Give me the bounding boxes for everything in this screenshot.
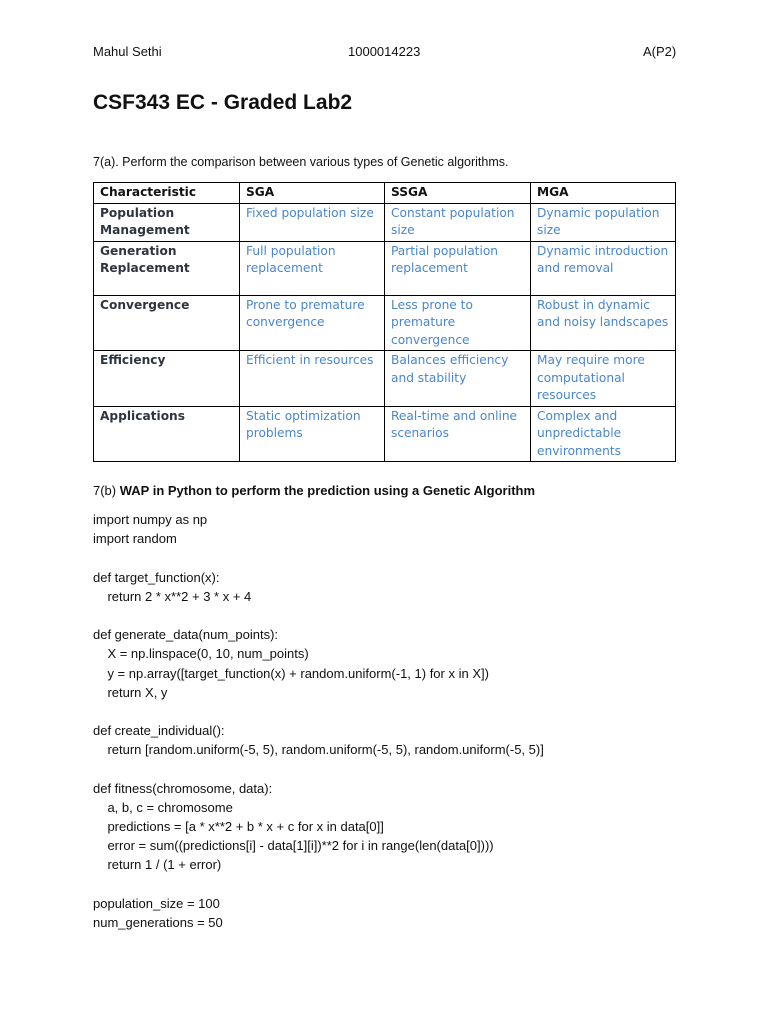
table-row: [94, 406, 676, 462]
table-row: [94, 241, 676, 295]
row-header: Applications: [94, 406, 240, 462]
table-cell: Static optimization problems: [240, 406, 385, 462]
table-cell: Efficient in resources: [240, 351, 385, 407]
code-line: num_generations = 50: [93, 914, 223, 930]
table-cell: May require more computational resources: [531, 351, 676, 407]
section-label: A(P2): [643, 44, 677, 59]
code-line: import random: [93, 531, 177, 547]
code-block: [93, 510, 713, 932]
code-line: error = sum((predictions[i] - data[1][i])**2 for i in range(len(data[0]))): [93, 838, 494, 854]
author-name: Mahul Sethi: [93, 44, 162, 59]
row-header: Efficiency: [94, 351, 240, 407]
code-line: def target_function(x):: [93, 569, 220, 585]
table-row: [94, 203, 676, 241]
column-header: Characteristic: [94, 183, 240, 204]
table-cell: Fixed population size: [240, 203, 385, 241]
table-cell: Constant population size: [385, 203, 531, 241]
table-row: [94, 295, 676, 351]
table-cell: Full population replacement: [240, 241, 385, 295]
question-7b-prefix: 7(b): [93, 483, 120, 498]
column-header: MGA: [531, 183, 676, 204]
question-7a: 7(a). Perform the comparison between various types of Genetic algorithms.: [93, 155, 509, 169]
code-line: return 1 / (1 + error): [93, 857, 222, 873]
comparison-table: [93, 182, 676, 462]
table-header-row: [94, 183, 676, 204]
student-id: 1000014223: [348, 44, 421, 59]
column-header: SGA: [240, 183, 385, 204]
table-cell: Real-time and online scenarios: [385, 406, 531, 462]
row-header: Generation Replacement: [94, 241, 240, 295]
table-cell: Complex and unpredictable environments: [531, 406, 676, 462]
table-cell: Prone to premature convergence: [240, 295, 385, 351]
question-7b-text: WAP in Python to perform the prediction using a Genetic Algorithm: [119, 483, 536, 498]
table-row: [94, 351, 676, 407]
table-cell: Dynamic introduction and removal: [531, 241, 676, 295]
code-line: return X, y: [93, 684, 168, 700]
row-header: Convergence: [94, 295, 240, 351]
code-line: def fitness(chromosome, data):: [93, 780, 273, 796]
code-line: import numpy as np: [93, 512, 208, 527]
table-cell: Less prone to premature convergence: [385, 295, 531, 351]
code-line: [93, 875, 713, 894]
table-cell: Dynamic population size: [531, 203, 676, 241]
code-line: return 2 * x**2 + 3 * x + 4: [93, 588, 252, 604]
code-line: y = np.array([target_function(x) + random.uniform(-1, 1) for x in X]): [93, 665, 489, 681]
table-cell: Balances efficiency and stability: [385, 351, 531, 407]
row-header: Population Management: [94, 203, 240, 241]
code-line: population_size = 100: [93, 895, 220, 911]
code-line: [93, 702, 713, 721]
table-cell: Partial population replacement: [385, 241, 531, 295]
code-line: [93, 548, 713, 567]
code-line: def generate_data(num_points):: [93, 627, 279, 643]
code-line: def create_individual():: [93, 723, 225, 739]
code-line: return [random.uniform(-5, 5), random.uniform(-5, 5), random.uniform(-5, 5)]: [93, 742, 544, 758]
code-line: X = np.linspace(0, 10, num_points): [93, 646, 309, 662]
question-7b: [93, 483, 535, 498]
column-header: SSGA: [385, 183, 531, 204]
code-line: a, b, c = chromosome: [93, 799, 233, 815]
page-title: CSF343 EC - Graded Lab2: [93, 91, 353, 114]
table-cell: Robust in dynamic and noisy landscapes: [531, 295, 676, 351]
code-line: predictions = [a * x**2 + b * x + c for x in data[0]]: [93, 819, 384, 834]
code-line: [93, 606, 713, 625]
code-line: [93, 759, 713, 778]
